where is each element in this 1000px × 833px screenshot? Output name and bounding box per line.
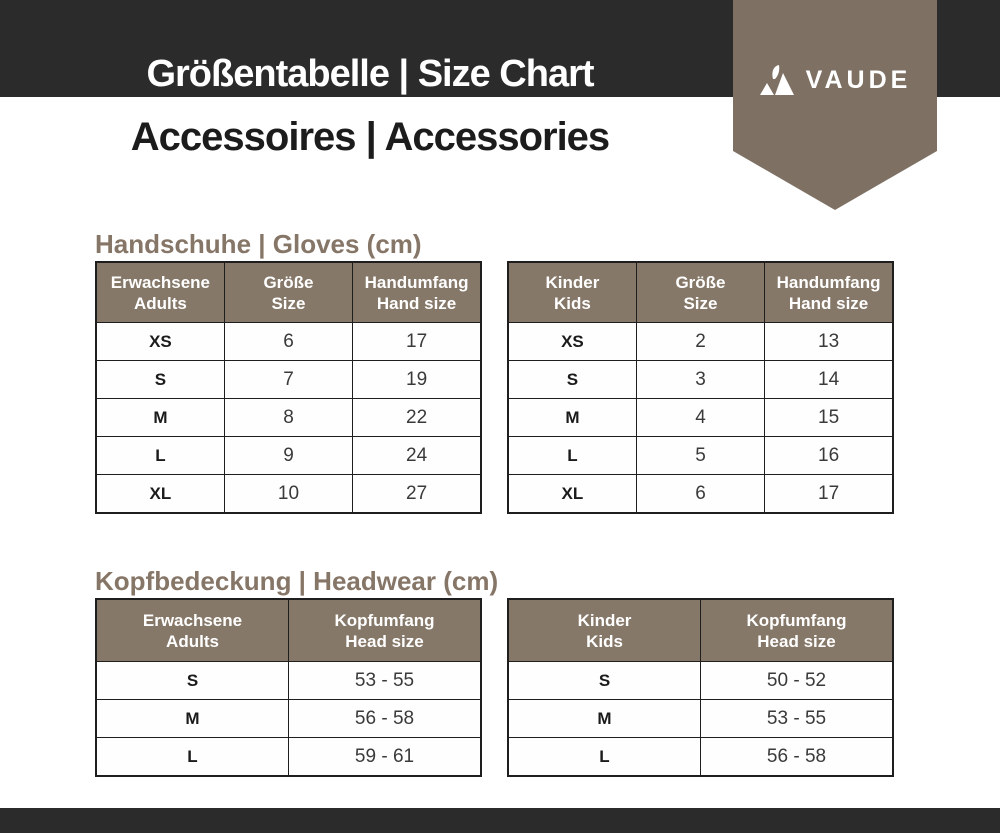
section-heading-headwear: Kopfbedeckung | Headwear (cm) xyxy=(95,566,499,596)
value-cell: 16 xyxy=(765,437,893,475)
column-header: Erwachsene Adults xyxy=(96,599,289,662)
size-label-cell: S xyxy=(508,361,636,399)
vaude-mountain-icon xyxy=(759,64,795,96)
size-label-cell: XS xyxy=(508,323,636,361)
bottom-bar xyxy=(0,808,1000,833)
table-row xyxy=(508,399,893,437)
table-row xyxy=(96,437,481,475)
column-header: Kinder Kids xyxy=(508,262,636,323)
value-cell: 13 xyxy=(765,323,893,361)
size-label-cell: XL xyxy=(96,475,224,514)
page-title: Größentabelle | Size Chart xyxy=(146,53,594,95)
value-cell: 14 xyxy=(765,361,893,399)
vaude-logo xyxy=(733,64,937,96)
gloves-tables-row xyxy=(95,261,895,514)
table-row xyxy=(96,700,481,738)
table-row xyxy=(508,361,893,399)
value-cell: 6 xyxy=(636,475,764,514)
headwear-tables-row xyxy=(95,598,895,777)
value-cell: 22 xyxy=(353,399,481,437)
size-label-cell: M xyxy=(508,399,636,437)
value-cell: 5 xyxy=(636,437,764,475)
table-header-row xyxy=(96,599,481,662)
size-label-cell: M xyxy=(508,700,701,738)
section-heading-gloves: Handschuhe | Gloves (cm) xyxy=(95,229,422,259)
column-header: Handumfang Hand size xyxy=(353,262,481,323)
column-header: Kinder Kids xyxy=(508,599,701,662)
value-cell: 15 xyxy=(765,399,893,437)
table-row xyxy=(508,738,893,777)
table-row xyxy=(508,323,893,361)
table-row xyxy=(508,662,893,700)
table-row xyxy=(96,323,481,361)
table-row xyxy=(508,475,893,514)
table-row xyxy=(96,399,481,437)
value-cell: 17 xyxy=(765,475,893,514)
content-area xyxy=(0,230,895,777)
value-cell: 3 xyxy=(636,361,764,399)
table-row xyxy=(508,700,893,738)
size-label-cell: L xyxy=(96,738,289,777)
value-cell: 53 - 55 xyxy=(701,700,894,738)
value-cell: 56 - 58 xyxy=(701,738,894,777)
value-cell: 8 xyxy=(224,399,352,437)
brand-pennant xyxy=(733,0,937,211)
table-header-row xyxy=(508,599,893,662)
size-label-cell: S xyxy=(96,662,289,700)
column-header: Kopfumfang Head size xyxy=(289,599,482,662)
table-header-row xyxy=(96,262,481,323)
value-cell: 56 - 58 xyxy=(289,700,482,738)
column-header: Größe Size xyxy=(636,262,764,323)
value-cell: 53 - 55 xyxy=(289,662,482,700)
pennant-ribbon-shape xyxy=(733,0,937,211)
adults-gloves-table xyxy=(95,261,482,514)
value-cell: 17 xyxy=(353,323,481,361)
size-label-cell: S xyxy=(508,662,701,700)
page-subtitle: Accessoires | Accessories xyxy=(130,115,610,159)
value-cell: 27 xyxy=(353,475,481,514)
value-cell: 9 xyxy=(224,437,352,475)
size-label-cell: L xyxy=(508,437,636,475)
value-cell: 24 xyxy=(353,437,481,475)
column-header: Erwachsene Adults xyxy=(96,262,224,323)
value-cell: 50 - 52 xyxy=(701,662,894,700)
value-cell: 7 xyxy=(224,361,352,399)
table-header-row xyxy=(508,262,893,323)
size-label-cell: S xyxy=(96,361,224,399)
size-label-cell: L xyxy=(96,437,224,475)
value-cell: 59 - 61 xyxy=(289,738,482,777)
size-label-cell: M xyxy=(96,700,289,738)
size-label-cell: XL xyxy=(508,475,636,514)
table-row xyxy=(96,361,481,399)
value-cell: 6 xyxy=(224,323,352,361)
table-row xyxy=(96,662,481,700)
kids-gloves-table xyxy=(507,261,894,514)
adults-headwear-table xyxy=(95,598,482,777)
column-header: Handumfang Hand size xyxy=(765,262,893,323)
value-cell: 10 xyxy=(224,475,352,514)
table-row xyxy=(96,738,481,777)
column-header: Größe Size xyxy=(224,262,352,323)
kids-headwear-table xyxy=(507,598,894,777)
column-header: Kopfumfang Head size xyxy=(701,599,894,662)
size-label-cell: M xyxy=(96,399,224,437)
size-label-cell: L xyxy=(508,738,701,777)
size-label-cell: XS xyxy=(96,323,224,361)
brand-wordmark: VAUDE xyxy=(805,66,912,94)
table-row xyxy=(508,437,893,475)
value-cell: 2 xyxy=(636,323,764,361)
value-cell: 19 xyxy=(353,361,481,399)
table-row xyxy=(96,475,481,514)
value-cell: 4 xyxy=(636,399,764,437)
